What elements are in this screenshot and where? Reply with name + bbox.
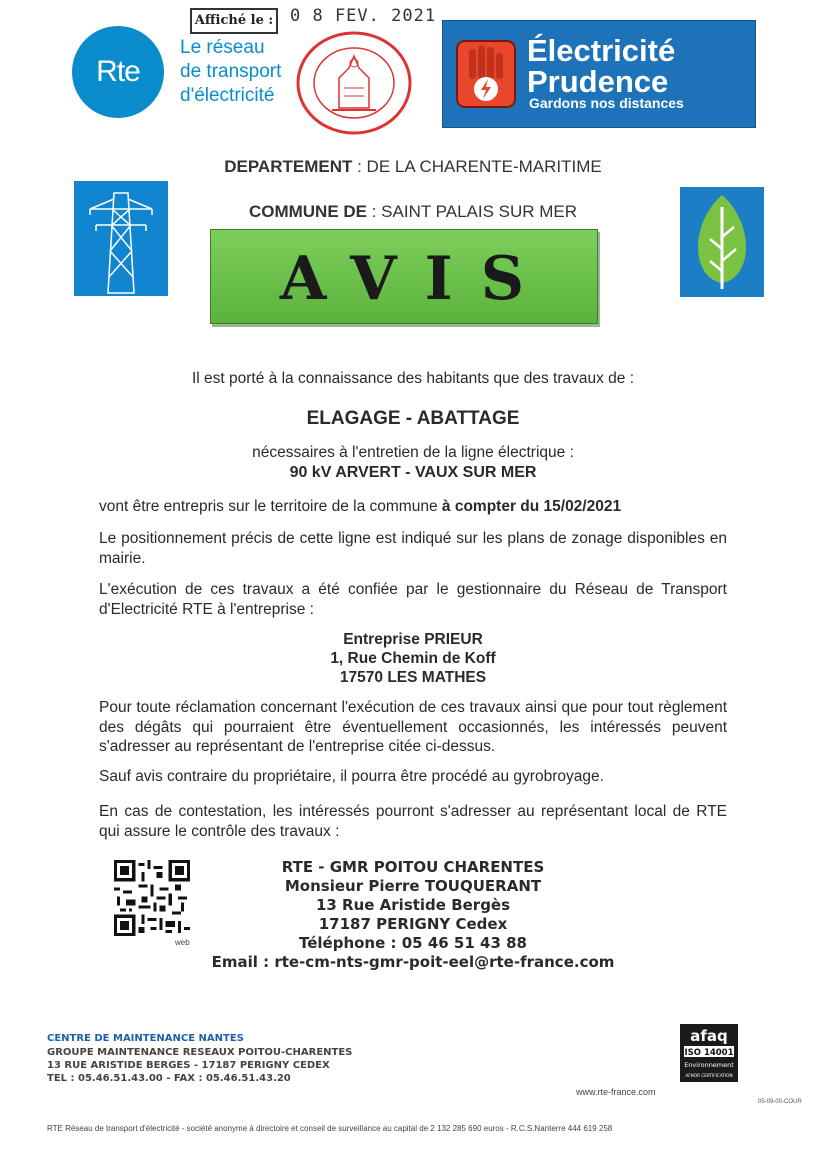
rte-tagline-line: d'électricité	[180, 85, 275, 106]
intro-text: Il est porté à la connaissance des habitants que des travaux de :	[191, 370, 635, 387]
prudence-title-line2: Prudence	[527, 64, 669, 99]
footer-address: 13 RUE ARISTIDE BERGES - 17187 PERIGNY CEDEX	[47, 1060, 330, 1071]
affiche-stamp: Affiché le :	[190, 8, 278, 34]
afaq-iso: ISO 14001	[684, 1048, 734, 1058]
footer-group: GROUPE MAINTENANCE RESEAUX POITOU-CHARENTES	[47, 1047, 353, 1058]
start-date: à compter du 15/02/2021	[441, 498, 622, 515]
line-intro: nécessaires à l'entretien de la ligne électrique :	[252, 444, 574, 461]
contractor-name: Entreprise PRIEUR	[343, 631, 483, 648]
departement-value: : DE LA CHARENTE-MARITIME	[357, 157, 602, 176]
mairie-seal-icon	[294, 28, 414, 138]
rte-tagline-line: de transport	[180, 61, 282, 82]
document-code: 05-09-00-COUR	[758, 1099, 802, 1105]
para-position: Le positionnement précis de cette ligne est indiqué sur les plans de zonage disponibles en mairie.	[99, 530, 727, 567]
commune-label: COMMUNE DE	[248, 202, 367, 221]
start-text: vont être entrepris sur le territoire de la commune	[99, 498, 438, 515]
legal-notice: RTE Réseau de transport d'électricité - société anonyme à directoire et conseil de surveillance au capital de 2 132 285 690 euros - R.C.S.Nanterre 444 619 258	[47, 1124, 613, 1133]
prudence-subtitle: Gardons nos distances	[529, 95, 684, 111]
footer-phone: TEL : 05.46.51.43.00 - FAX : 05.46.51.43.20	[47, 1073, 291, 1084]
para-gyro: Sauf avis contraire du propriétaire, il pourra être procédé au gyrobroyage.	[99, 768, 604, 785]
works-title: ELAGAGE - ABATTAGE	[306, 408, 520, 429]
commune-value: : SAINT PALAIS SUR MER	[371, 202, 578, 221]
contact-city: 17187 PERIGNY Cedex	[318, 915, 508, 933]
contractor-street: 1, Rue Chemin de Koff	[330, 650, 496, 667]
prudence-banner	[442, 20, 756, 128]
contractor-block	[0, 630, 826, 687]
para-contestation: En cas de contestation, les intéressés pourront s'adresser au représentant local de RTE qui assure le contrôle des travaux :	[99, 803, 727, 840]
avis-banner	[210, 229, 598, 324]
afaq-brand: afaq	[690, 1027, 728, 1045]
para-execution: L'exécution de ces travaux a été confiée par le gestionnaire du Réseau de Transport d'Electricité RTE à l'entreprise :	[99, 581, 727, 618]
contact-email: Email : rte-cm-nts-gmr-poit-eel@rte-france.com	[211, 953, 615, 971]
tree-icon	[680, 187, 764, 297]
line-name: 90 kV ARVERT - VAUX SUR MER	[289, 464, 537, 481]
avis-title: AVIS	[279, 244, 553, 314]
affiche-date: 0 8 FEV. 2021	[290, 6, 437, 26]
hand-stop-icon	[455, 39, 517, 109]
pylon-icon	[74, 181, 168, 296]
pylon-tile	[74, 181, 168, 296]
afaq-iso-logo-icon	[680, 1024, 738, 1082]
prudence-title-line1: Électricité	[527, 33, 676, 68]
contact-person: Monsieur Pierre TOUQUERANT	[284, 877, 542, 895]
departement-label: DEPARTEMENT	[224, 157, 353, 176]
rte-tagline-line: Le réseau	[180, 37, 265, 58]
tree-tile	[680, 187, 764, 297]
prudence-title	[527, 35, 675, 97]
contact-phone: Téléphone : 05 46 51 43 88	[298, 934, 527, 952]
contact-org: RTE - GMR POITOU CHARENTES	[281, 858, 545, 876]
afaq-cert: AFNOR CERTIFICATION	[685, 1073, 733, 1078]
contact-street: 13 Rue Aristide Bergès	[315, 896, 511, 914]
afaq-env: Environnement	[684, 1061, 734, 1069]
footer-center-name: CENTRE DE MAINTENANCE NANTES	[47, 1033, 244, 1044]
departement-line	[0, 157, 826, 177]
rte-tagline	[180, 36, 281, 108]
rte-logo: Rte	[72, 26, 164, 118]
para-reclamation: Pour toute réclamation concernant l'exécution de ces travaux ainsi que pour tout règlement des dégâts qui pourraient être éventuellement occasionnés, les intéressés peuvent s'adresser au représentant de l'entreprise citée ci-dessus.	[99, 699, 727, 755]
start-line	[99, 498, 621, 516]
qr-label: web	[175, 938, 190, 947]
website-link[interactable]: www.rte-france.com	[576, 1087, 656, 1097]
contractor-city: 17570 LES MATHES	[339, 669, 487, 686]
